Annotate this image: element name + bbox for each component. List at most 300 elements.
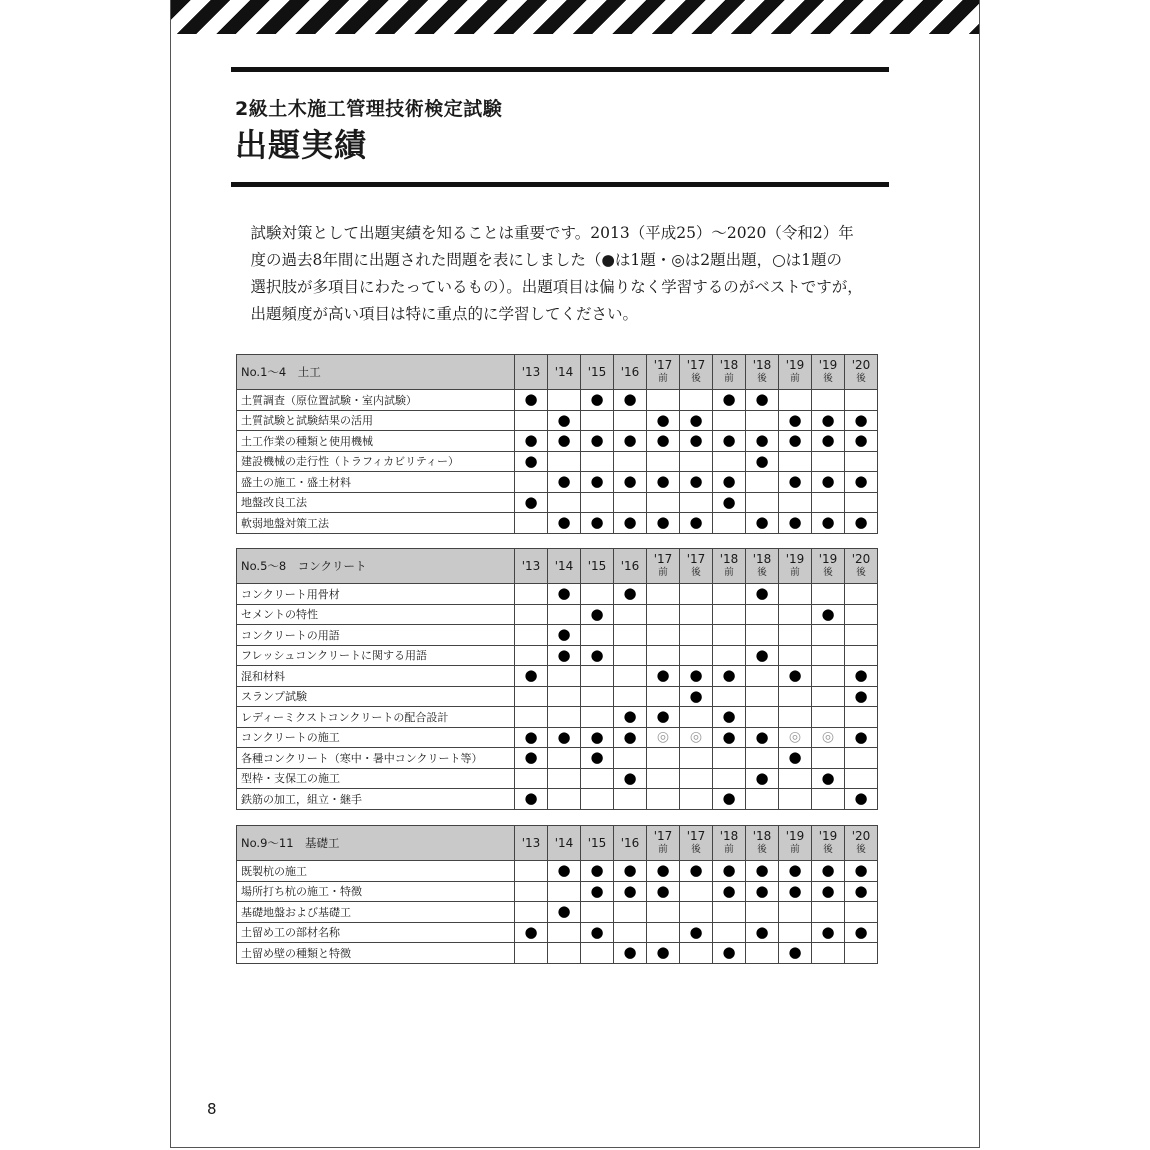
table-row [237,666,878,687]
filled-circle-mark: ● [788,666,802,685]
year-term-label: 前 [790,373,800,384]
mark-single [548,861,581,882]
mark-single [779,513,812,534]
year-label: '19 [785,829,805,843]
mark-empty [746,686,779,707]
mark-empty [779,390,812,411]
mark-empty [548,943,581,964]
filled-circle-mark: ● [755,922,769,941]
mark-single [779,410,812,431]
filled-circle-mark: ● [590,881,604,900]
filled-circle-mark: ● [854,431,868,450]
topic-label: 場所打ち杭の施工・特徴 [237,881,515,902]
filled-circle-mark: ● [689,861,703,880]
year-term-label: 後 [757,567,767,578]
year-header [812,826,845,861]
table-row [237,902,878,923]
filled-circle-mark: ● [524,789,538,808]
filled-circle-mark: ● [788,748,802,767]
mark-empty [515,943,548,964]
mark-empty [713,902,746,923]
filled-circle-mark: ● [524,390,538,409]
mark-empty [680,943,713,964]
mark-single [548,513,581,534]
mark-single [779,472,812,493]
filled-circle-mark: ● [722,492,736,511]
intro-line: 出題頻度が高い項目は特に重点的に学習してください。 [250,305,639,323]
year-header [779,549,812,584]
mark-double [647,727,680,748]
mark-empty [647,492,680,513]
year-term-label: 前 [790,844,800,855]
table-row [237,513,878,534]
mark-single [515,492,548,513]
mark-single [581,861,614,882]
mark-single [515,727,548,748]
table-header-row [237,549,878,584]
mark-empty [845,625,878,646]
year-header [812,549,845,584]
filled-circle-mark: ● [689,431,703,450]
mark-empty [680,625,713,646]
mark-single [746,861,779,882]
mark-empty [548,451,581,472]
mark-empty [812,645,845,666]
mark-empty [746,492,779,513]
exam-table [236,354,878,534]
year-term-label: 前 [790,567,800,578]
mark-single [548,902,581,923]
intro-line: 選択肢が多項目にわたっているもの）。出題項目は偏りなく学習するのがベストですが， [250,278,863,296]
topic-label: 土留め壁の種類と特徴 [237,943,515,964]
double-circle-mark: ◎ [821,729,835,746]
table-row [237,789,878,810]
year-header [515,355,548,390]
mark-empty [713,748,746,769]
filled-circle-mark: ● [623,881,637,900]
filled-circle-mark: ● [821,410,835,429]
filled-circle-mark: ● [557,431,571,450]
mark-single [680,686,713,707]
filled-circle-mark: ● [788,861,802,880]
mark-empty [515,686,548,707]
section-title: No.5～8 コンクリート [237,549,515,584]
mark-single [746,727,779,748]
mark-single [548,727,581,748]
year-term-label: 後 [823,844,833,855]
year-header [548,549,581,584]
mark-empty [581,686,614,707]
mark-empty [812,748,845,769]
mark-single [515,451,548,472]
mark-empty [581,768,614,789]
year-label: '18 [719,829,739,843]
mark-single [845,410,878,431]
mark-empty [647,390,680,411]
mark-empty [515,410,548,431]
filled-circle-mark: ● [557,902,571,921]
mark-empty [614,789,647,810]
mark-empty [746,410,779,431]
year-header [614,355,647,390]
mark-single [614,584,647,605]
mark-empty [779,645,812,666]
mark-single [548,410,581,431]
year-header [515,549,548,584]
year-header [614,549,647,584]
filled-circle-mark: ● [524,431,538,450]
filled-circle-mark: ● [623,943,637,962]
year-header [845,549,878,584]
filled-circle-mark: ● [524,727,538,746]
mark-empty [548,492,581,513]
mark-single [779,881,812,902]
mark-single [746,431,779,452]
mark-empty [845,943,878,964]
topic-label: 地盤改良工法 [237,492,515,513]
filled-circle-mark: ● [623,390,637,409]
mark-empty [548,748,581,769]
mark-single [746,390,779,411]
mark-single [680,410,713,431]
filled-circle-mark: ● [524,492,538,511]
mark-empty [647,902,680,923]
mark-empty [647,645,680,666]
mark-empty [647,789,680,810]
filled-circle-mark: ● [623,707,637,726]
mark-empty [713,410,746,431]
filled-circle-mark: ● [854,789,868,808]
filled-circle-mark: ● [623,727,637,746]
hazard-stripe-band [171,0,979,34]
mark-single [614,431,647,452]
year-header [680,355,713,390]
table-row [237,727,878,748]
mark-empty [581,451,614,472]
filled-circle-mark: ● [557,513,571,532]
year-header [713,826,746,861]
mark-single [779,748,812,769]
filled-circle-mark: ● [722,666,736,685]
table-row [237,410,878,431]
table-row [237,604,878,625]
mark-empty [779,922,812,943]
mark-single [581,513,614,534]
year-header [647,549,680,584]
mark-empty [746,604,779,625]
filled-circle-mark: ● [788,881,802,900]
year-label: '14 [554,835,574,850]
year-term-label: 後 [856,844,866,855]
mark-empty [515,625,548,646]
filled-circle-mark: ● [524,451,538,470]
mark-empty [746,902,779,923]
year-term-label: 後 [691,844,701,855]
mark-single [812,410,845,431]
mark-single [581,922,614,943]
mark-empty [746,748,779,769]
filled-circle-mark: ● [590,604,604,623]
table-row [237,686,878,707]
year-label: '18 [752,552,772,566]
year-label: '20 [851,552,871,566]
topic-label: 建設機械の走行性（トラフィカビリティー） [237,451,515,472]
mark-empty [548,390,581,411]
filled-circle-mark: ● [854,666,868,685]
topic-label: コンクリートの施工 [237,727,515,748]
mark-empty [515,604,548,625]
mark-empty [647,625,680,646]
filled-circle-mark: ● [656,431,670,450]
filled-circle-mark: ● [524,748,538,767]
filled-circle-mark: ● [755,451,769,470]
filled-circle-mark: ● [623,513,637,532]
topic-label: 土留め工の部材名称 [237,922,515,943]
mark-double [812,727,845,748]
year-label: '17 [686,358,706,372]
mark-single [581,748,614,769]
table-row [237,584,878,605]
year-term-label: 後 [856,373,866,384]
mark-empty [680,881,713,902]
mark-single [746,451,779,472]
mark-empty [779,492,812,513]
year-header [548,826,581,861]
mark-single [614,513,647,534]
mark-empty [812,625,845,646]
year-header [581,826,614,861]
year-label: '14 [554,558,574,573]
mark-empty [647,768,680,789]
mark-single [713,727,746,748]
filled-circle-mark: ● [656,707,670,726]
mark-empty [779,686,812,707]
topic-label: セメントの特性 [237,604,515,625]
year-header [680,826,713,861]
mark-single [845,666,878,687]
mark-single [845,881,878,902]
mark-empty [845,604,878,625]
year-term-label: 前 [658,373,668,384]
filled-circle-mark: ● [722,727,736,746]
mark-single [812,922,845,943]
filled-circle-mark: ● [590,922,604,941]
mark-empty [746,625,779,646]
filled-circle-mark: ● [590,645,604,664]
mark-single [515,666,548,687]
mark-empty [548,604,581,625]
mark-single [680,666,713,687]
mark-single [812,472,845,493]
mark-empty [779,768,812,789]
topic-label: 既製杭の施工 [237,861,515,882]
filled-circle-mark: ● [590,431,604,450]
filled-circle-mark: ● [854,861,868,880]
mark-single [845,472,878,493]
mark-single [647,431,680,452]
filled-circle-mark: ● [755,513,769,532]
filled-circle-mark: ● [722,943,736,962]
mark-empty [548,666,581,687]
mark-empty [680,604,713,625]
page-subtitle: 2級土木施工管理技術検定試験 [235,98,503,120]
exam-table [236,548,878,810]
mark-single [845,789,878,810]
filled-circle-mark: ● [755,645,769,664]
filled-circle-mark: ● [755,584,769,603]
mark-empty [746,472,779,493]
mark-single [845,686,878,707]
mark-empty [680,645,713,666]
mark-single [515,922,548,943]
section-title: No.9～11 基礎工 [237,826,515,861]
mark-empty [647,748,680,769]
mark-empty [581,707,614,728]
mark-single [680,513,713,534]
mark-single [713,861,746,882]
filled-circle-mark: ● [590,727,604,746]
mark-single [713,472,746,493]
mark-empty [614,604,647,625]
filled-circle-mark: ● [854,410,868,429]
mark-empty [614,410,647,431]
filled-circle-mark: ● [854,727,868,746]
filled-circle-mark: ● [722,390,736,409]
mark-empty [812,707,845,728]
filled-circle-mark: ● [854,881,868,900]
section-title: No.1～4 土工 [237,355,515,390]
filled-circle-mark: ● [623,584,637,603]
mark-single [845,727,878,748]
double-circle-mark: ◎ [788,729,802,746]
year-label: '16 [620,558,640,573]
mark-empty [746,707,779,728]
mark-empty [548,707,581,728]
filled-circle-mark: ● [590,472,604,491]
filled-circle-mark: ● [557,584,571,603]
filled-circle-mark: ● [755,881,769,900]
mark-empty [647,451,680,472]
mark-empty [515,513,548,534]
mark-single [581,390,614,411]
year-header [845,355,878,390]
filled-circle-mark: ● [821,604,835,623]
mark-empty [680,584,713,605]
mark-empty [746,943,779,964]
mark-single [647,707,680,728]
mark-single [581,431,614,452]
mark-empty [680,902,713,923]
filled-circle-mark: ● [623,768,637,787]
mark-empty [680,789,713,810]
mark-empty [680,707,713,728]
mark-empty [581,666,614,687]
mark-empty [548,686,581,707]
mark-single [614,727,647,748]
year-term-label: 後 [691,373,701,384]
mark-empty [713,584,746,605]
filled-circle-mark: ● [755,431,769,450]
filled-circle-mark: ● [722,881,736,900]
mark-empty [581,492,614,513]
mark-empty [779,625,812,646]
year-label: '19 [818,358,838,372]
mark-empty [713,686,746,707]
intro-line: 度の過去8年間に出題された問題を表にしました（●は1題・◎は2題出題，○は1題の [250,251,843,269]
mark-empty [713,625,746,646]
filled-circle-mark: ● [656,943,670,962]
topic-label: 軟弱地盤対策工法 [237,513,515,534]
year-label: '14 [554,364,574,379]
mark-single [614,390,647,411]
table-row [237,943,878,964]
year-header [812,355,845,390]
topic-label: 土質調査（原位置試験・室内試験） [237,390,515,411]
mark-single [746,584,779,605]
year-header [746,355,779,390]
mark-empty [614,666,647,687]
table-row [237,492,878,513]
filled-circle-mark: ● [656,881,670,900]
mark-empty [614,748,647,769]
mark-single [581,645,614,666]
topic-label: レディーミクストコンクリートの配合設計 [237,707,515,728]
mark-empty [779,902,812,923]
mark-single [845,922,878,943]
filled-circle-mark: ● [656,666,670,685]
mark-empty [845,707,878,728]
mark-empty [581,789,614,810]
mark-empty [614,492,647,513]
mark-empty [713,768,746,789]
mark-single [680,861,713,882]
year-term-label: 前 [724,567,734,578]
mark-single [614,768,647,789]
mark-single [647,513,680,534]
filled-circle-mark: ● [821,431,835,450]
filled-circle-mark: ● [788,431,802,450]
year-term-label: 後 [856,567,866,578]
mark-empty [515,645,548,666]
mark-empty [713,451,746,472]
filled-circle-mark: ● [722,431,736,450]
mark-single [647,861,680,882]
year-header [680,549,713,584]
mark-single [812,431,845,452]
filled-circle-mark: ● [854,686,868,705]
topic-label: 盛土の施工・盛土材料 [237,472,515,493]
mark-empty [515,861,548,882]
intro-paragraph [235,220,885,328]
mark-empty [845,902,878,923]
year-label: '20 [851,358,871,372]
filled-circle-mark: ● [821,922,835,941]
year-label: '13 [521,364,541,379]
filled-circle-mark: ● [557,410,571,429]
mark-empty [548,881,581,902]
mark-empty [680,768,713,789]
filled-circle-mark: ● [623,861,637,880]
table-row [237,707,878,728]
year-header [581,549,614,584]
filled-circle-mark: ● [788,943,802,962]
mark-single [647,943,680,964]
filled-circle-mark: ● [722,707,736,726]
year-label: '17 [686,552,706,566]
mark-double [779,727,812,748]
mark-empty [713,604,746,625]
filled-circle-mark: ● [689,922,703,941]
